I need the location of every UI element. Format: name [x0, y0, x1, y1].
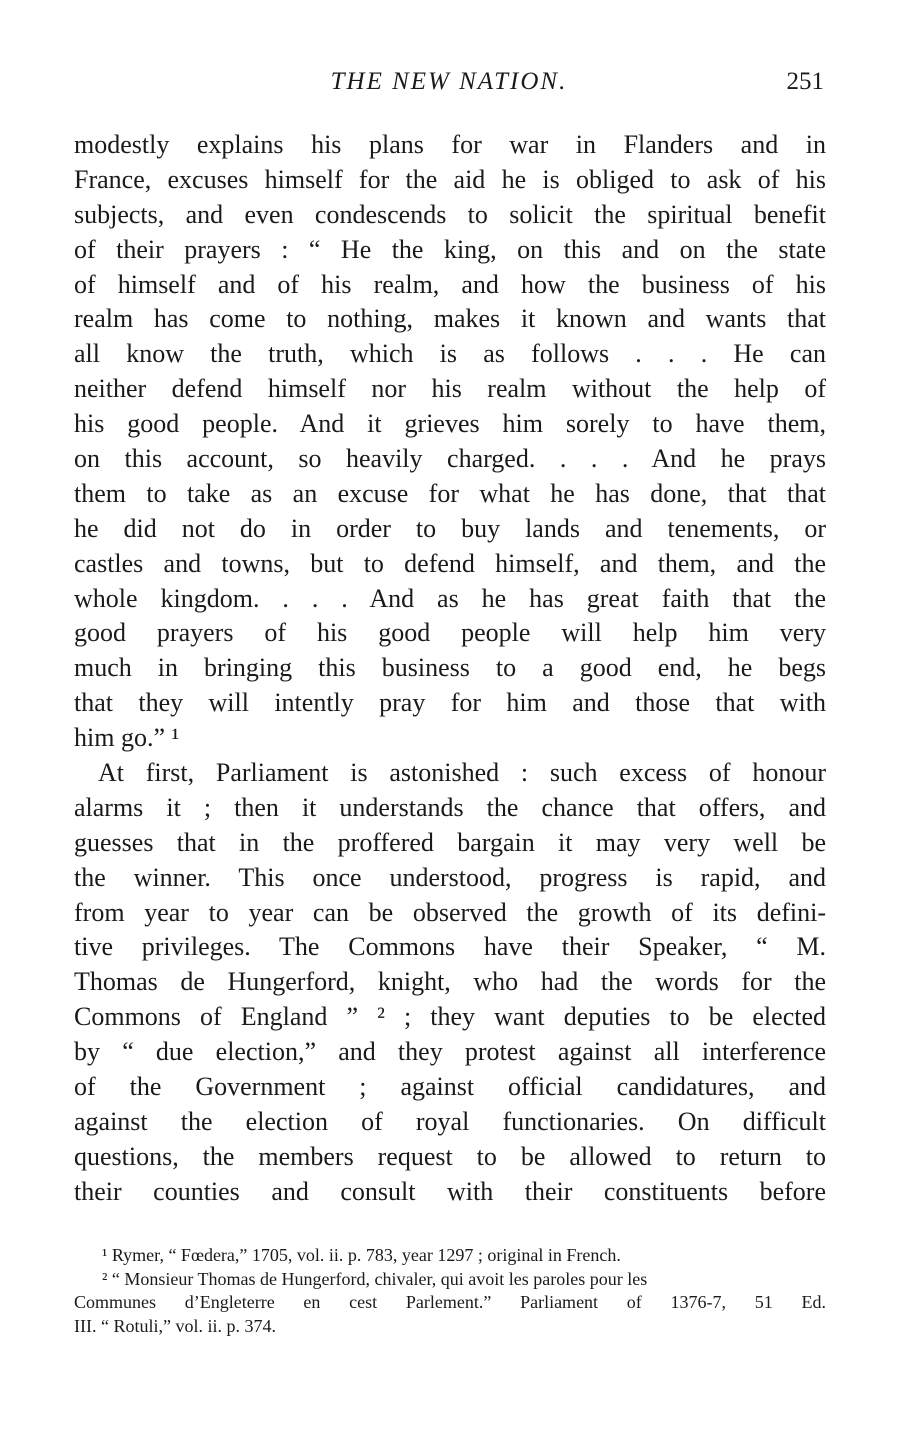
body-line: that they will intently pray for him and those that with	[74, 688, 826, 718]
body-line: subjects, and even condescends to solicit the spiritual benefit	[74, 199, 826, 229]
body-line: good prayers of his good people will help him very	[74, 618, 826, 648]
body-line: on this account, so heavily charged. . . . And he prays	[74, 444, 826, 474]
body-line: neither defend himself nor his realm without the help of	[74, 374, 826, 404]
footnote-1: ¹ Rymer, “ Fœdera,” 1705, vol. ii. p. 783, year 1297 ; original in French.	[102, 1245, 621, 1265]
body-line: modestly explains his plans for war in Flanders and in	[74, 130, 826, 159]
running-head	[74, 68, 824, 108]
body-line: all know the truth, which is as follows . . . He can	[74, 339, 826, 369]
body-line: of himself and of his realm, and how the business of his	[74, 269, 826, 299]
body-line: whole kingdom. . . . And as he has great faith that the	[74, 583, 826, 613]
body-line: against the election of royal functionaries. On difficult	[74, 1106, 826, 1136]
body-text	[74, 128, 826, 1210]
footnote-2-continued: Communes d’Engleterre en cest Parlement.” Parliament of 1376-7, 51 Ed.	[74, 1292, 826, 1312]
body-line: realm has come to nothing, makes it known and wants that	[74, 304, 826, 334]
body-line: by “ due election,” and they protest against all interference	[74, 1037, 826, 1067]
body-line: them to take as an excuse for what he has done, that that	[74, 478, 826, 508]
body-line: alarms it ; then it understands the chance that offers, and	[74, 792, 826, 822]
body-line: of the Government ; against official candidatures, and	[74, 1072, 826, 1102]
body-line: he did not do in order to buy lands and tenements, or	[74, 513, 826, 543]
body-line: their counties and consult with their constituents before	[74, 1176, 826, 1206]
body-line: his good people. And it grieves him sorely to have them,	[74, 409, 826, 439]
body-line: questions, the members request to be allowed to return to	[74, 1141, 826, 1171]
body-line: Commons of England ” ² ; they want deputies to be elected	[74, 1002, 826, 1032]
body-line: the winner. This once understood, progress is rapid, and	[74, 862, 826, 892]
page-number: 251	[786, 68, 824, 95]
body-line: of their prayers : “ He the king, on this and on the state	[74, 234, 826, 264]
body-line: Thomas de Hungerford, knight, who had the words for the	[74, 967, 826, 997]
body-line: castles and towns, but to defend himself, and them, and the	[74, 548, 826, 578]
running-title: THE NEW NATION.	[330, 68, 568, 95]
paragraph-start-line: At first, Parliament is astonished : such excess of honour	[98, 758, 826, 788]
body-line: much in bringing this business to a good end, he begs	[74, 653, 826, 683]
body-line: tive privileges. The Commons have their Speaker, “ M.	[74, 932, 826, 962]
body-line: him go.” ¹	[74, 723, 180, 753]
footnote-2-continued: III. “ Rotuli,” vol. ii. p. 374.	[74, 1315, 276, 1336]
body-line: from year to year can be observed the growth of its defini-	[74, 897, 826, 927]
body-line: guesses that in the proffered bargain it may very well be	[74, 827, 826, 857]
footnotes	[74, 1244, 826, 1338]
footnote-2: ² “ Monsieur Thomas de Hungerford, chivaler, qui avoit les paroles pour les	[102, 1268, 648, 1289]
body-line: France, excuses himself for the aid he is obliged to ask of his	[74, 164, 826, 194]
